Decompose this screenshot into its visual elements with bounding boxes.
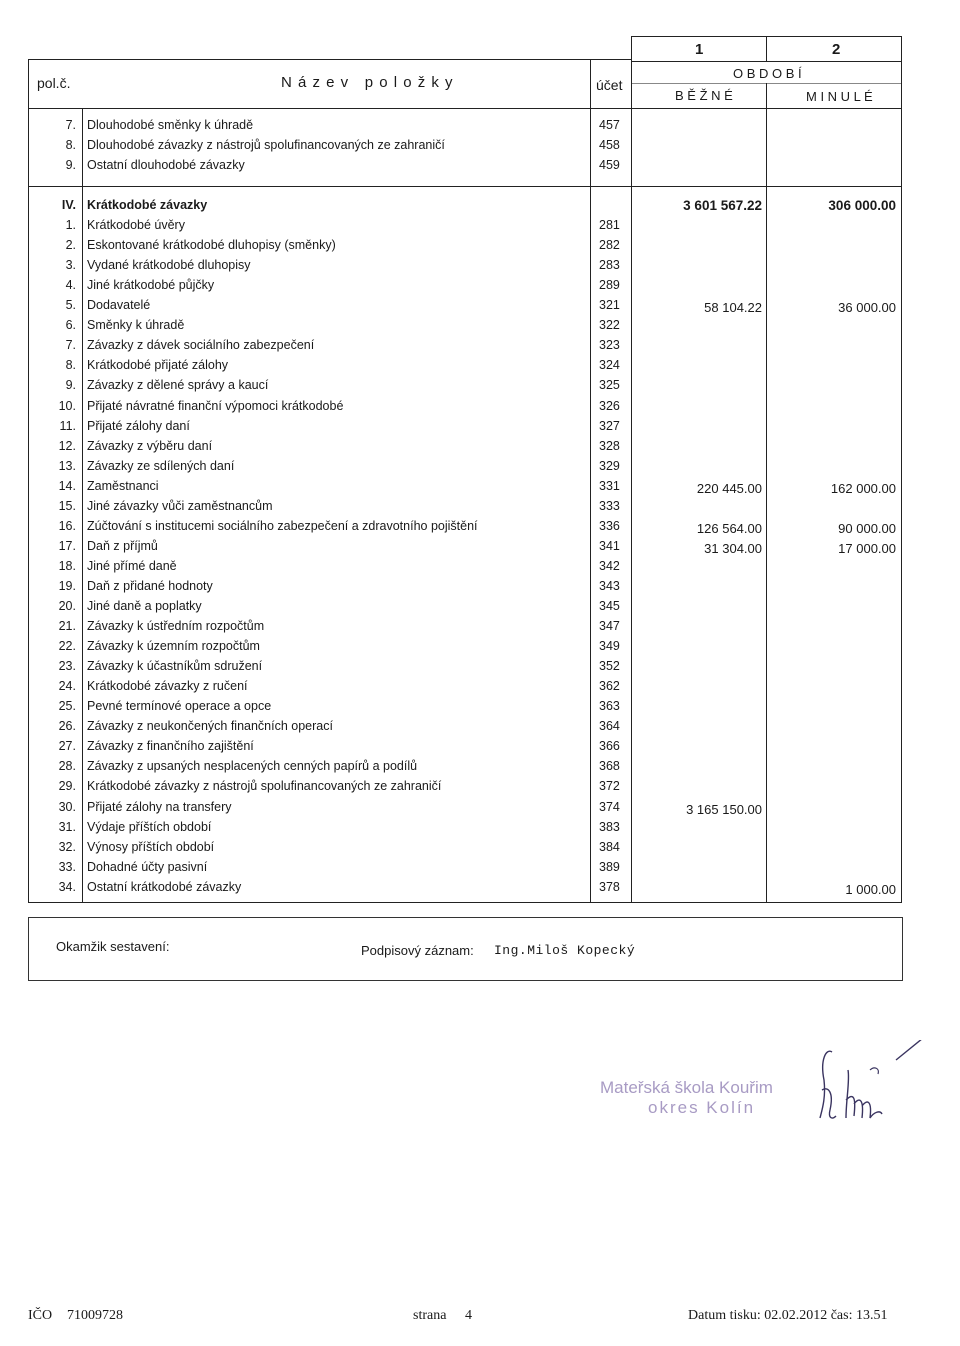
table-row [28,275,902,295]
row-number: 20. [58,599,76,613]
row-account: 366 [599,739,620,754]
table-row [28,736,902,756]
table-row [28,877,902,897]
row-account: 374 [599,799,620,814]
podpis-label: Podpisový záznam: [361,943,474,958]
row-number: 3. [65,258,76,273]
row-number: 32. [58,839,76,854]
table-row [28,797,902,817]
handwritten-signature [810,1040,940,1130]
table-row [28,817,902,837]
row-number: 33. [58,859,76,874]
table-row [28,215,902,235]
table-row [28,636,902,656]
row-number: 29. [58,779,76,794]
row-name: Závazky k účastníkům sdružení [87,659,263,674]
row-name: Dlouhodobé závazky z nástrojů spolufinancovaných ze zahraničí [87,138,445,152]
row-name: Dohadné účty pasivní [87,859,208,874]
row-number: 13. [58,458,76,473]
row-name: Výdaje příštích období [87,819,212,834]
row-name: Závazky k ústředním rozpočtům [87,619,265,633]
table-row [28,596,902,616]
row-number: 7. [65,338,76,353]
print-datetime: Datum tisku: 02.02.2012 čas: 13.51 [688,1308,888,1323]
signature-box [28,917,903,981]
table-row [28,315,902,335]
row-account: 323 [599,338,620,353]
header-mid-line [631,61,901,62]
table-row [28,756,902,776]
row-number: 24. [58,679,76,694]
table-row [28,335,902,355]
row-name: Závazky z dávek sociálního zabezpečení [87,338,315,353]
row-name: Krátkodobé přijaté zálohy [87,358,229,373]
row-name: Jiné krátkodobé půjčky [87,278,215,293]
row-previous-value: 90 000.00 [838,520,896,536]
row-number: 4. [65,278,76,293]
row-number: 19. [58,578,76,593]
table-row [28,375,902,395]
row-account: 336 [599,518,620,533]
row-number: 21. [58,619,76,633]
row-account: 457 [599,118,620,132]
row-name: Závazky z neukončených finančních operací [87,719,333,734]
row-account: 372 [599,779,620,794]
row-name: Závazky k územním rozpočtům [87,639,260,653]
row-number: 26. [58,719,76,734]
table-row [28,837,902,857]
section-previous-value: 306 000.00 [828,198,896,213]
school-stamp [600,1078,773,1118]
row-number: 7. [65,118,76,132]
row-account: 362 [599,679,620,694]
row-name: Ostatní krátkodobé závazky [87,879,242,894]
table-row [28,476,902,496]
row-name: Dodavatelé [87,298,151,313]
row-number: 28. [58,759,76,774]
row-account: 383 [599,819,620,834]
row-current-value: 31 304.00 [704,540,762,556]
header-pol: pol.č. [37,75,71,91]
row-number: 11. [59,418,76,433]
row-name: Závazky z dělené správy a kaucí [87,378,269,393]
table-row [28,776,902,796]
row-account: 325 [599,378,620,393]
row-account: 347 [599,619,620,633]
stamp-line-1: Mateřská škola Kouřim [600,1078,773,1097]
row-number: 1. [65,218,76,232]
row-number: 16. [58,518,76,533]
table-row [28,616,902,636]
row-name: Závazky z finančního zajištění [87,739,254,754]
row-name: Jiné závazky vůči zaměstnancům [87,498,273,513]
table-row [28,696,902,716]
table-row [28,676,902,696]
table-bottom-line [28,902,902,903]
row-name: Daň z přidané hodnoty [87,578,213,593]
header-obdobi: O B D O B Í [733,66,802,81]
stamp-line-2: okres Kolín [648,1098,756,1117]
row-account: 329 [599,458,620,473]
row-number: 31. [58,819,76,834]
page-number: 4 [465,1308,472,1323]
row-name: Vydané krátkodobé dluhopisy [87,258,251,273]
row-name: Závazky z upsaných nesplacených cenných papírů a podílů [87,759,418,774]
row-current-value: 58 104.22 [704,300,762,316]
header-col-1: 1 [695,41,704,58]
podpis-value: Ing.Miloš Kopecký [494,943,636,958]
ico-value: 71009728 [67,1308,123,1323]
row-name: Krátkodobé závazky z nástrojů spolufinancovaných ze zahraničí [87,779,442,794]
table-row [28,656,902,676]
table-row [28,235,902,255]
header-bezne: B Ě Ž N É [675,88,733,103]
row-name: Dlouhodobé směnky k úhradě [87,118,254,132]
row-account: 289 [599,278,620,293]
row-name: Výnosy příštích období [87,839,215,854]
row-name: Eskontované krátkodobé dluhopisy (směnky) [87,238,336,253]
row-account: 349 [599,639,620,653]
row-number: 23. [58,659,76,674]
header-name: N á z e v p o l o ž k y [281,74,454,91]
table-row [28,716,902,736]
row-account: 326 [599,398,620,413]
row-account: 333 [599,498,620,513]
table-row [28,295,902,315]
header-bottom-line [28,108,902,109]
row-current-value: 126 564.00 [696,520,762,536]
row-account: 282 [599,238,620,253]
table-row [28,115,902,135]
section-current-value: 3 601 567.22 [683,198,762,213]
section-row [28,195,902,215]
row-account: 324 [599,358,620,373]
row-number: 18. [58,558,76,573]
row-name: Přijaté zálohy daní [87,418,190,433]
table-row [28,496,902,516]
row-account: 341 [599,538,620,553]
row-account: 364 [599,719,620,734]
row-current-value: 220 445.00 [696,480,762,496]
row-number: 27. [58,739,76,754]
row-number: 14. [58,478,76,493]
row-number: 2. [65,238,76,253]
table-row [28,556,902,576]
row-name: Ostatní dlouhodobé závazky [87,158,245,172]
row-name: Zúčtování s institucemi sociálního zabezpečení a zdravotního pojištění [87,518,478,533]
table-row [28,456,902,476]
col-split-top [766,36,767,61]
table-row [28,355,902,375]
row-name: Pevné termínové operace a opce [87,699,272,714]
table-row [28,436,902,456]
row-number: 34. [58,879,76,894]
row-number: 17. [58,538,76,553]
row-account: 458 [599,138,620,152]
row-name: Krátkodobé úvěry [87,218,185,232]
table-row [28,396,902,416]
row-account: 283 [599,258,620,273]
section-number: IV. [61,198,76,212]
row-account: 363 [599,699,620,714]
row-account: 331 [599,478,620,493]
row-current-value: 3 165 150.00 [686,801,762,817]
row-number: 6. [65,318,76,333]
row-account: 352 [599,659,620,674]
row-name: Jiné daně a poplatky [87,599,202,613]
page-label: strana [413,1308,447,1323]
row-name: Závazky z výběru daní [87,438,213,453]
row-name: Závazky ze sdílených daní [87,458,235,473]
row-name: Přijaté zálohy na transfery [87,799,232,814]
row-number: 15. [58,498,76,513]
row-number: 25. [58,699,76,714]
row-account: 321 [599,298,620,313]
row-account: 368 [599,759,620,774]
header-left-top-line [28,59,631,60]
okamzik-label: Okamžik sestavení: [56,939,170,954]
header-minule: M I N U L É [806,89,873,104]
row-account: 343 [599,578,620,593]
row-number: 10. [58,398,76,413]
row-name: Přijaté návratné finanční výpomoci krátkodobé [87,398,344,413]
row-number: 9. [65,378,76,393]
section-name: Krátkodobé závazky [87,198,208,212]
row-account: 342 [599,558,620,573]
row-name: Jiné přímé daně [87,558,177,573]
row-previous-value: 17 000.00 [838,540,896,556]
row-account: 378 [599,879,620,894]
table-row [28,135,902,155]
row-account: 384 [599,839,620,854]
row-number: 8. [65,358,76,373]
row-account: 389 [599,859,620,874]
header-col-2: 2 [832,41,841,58]
row-name: Zaměstnanci [87,478,159,493]
table-row [28,155,902,175]
row-name: Daň z příjmů [87,538,158,553]
group-separator-line [28,186,902,187]
row-name: Směnky k úhradě [87,318,185,333]
row-number: 8. [65,138,76,152]
row-number: 12. [58,438,76,453]
row-name: Krátkodobé závazky z ručení [87,679,248,694]
table-row [28,255,902,275]
row-number: 30. [58,799,76,814]
row-account: 328 [599,438,620,453]
header-acct: účet [596,77,623,93]
row-number: 5. [65,298,76,313]
row-number: 9. [65,158,76,172]
ico-label: IČO [28,1308,53,1323]
row-account: 322 [599,318,620,333]
row-number: 22. [58,639,76,653]
table-row [28,576,902,596]
table-row [28,416,902,436]
table-row [28,857,902,877]
row-previous-value: 162 000.00 [830,480,896,496]
row-previous-value: 1 000.00 [845,881,896,897]
table-row [28,536,902,556]
row-account: 281 [599,218,620,232]
row-account: 459 [599,158,620,172]
table-row [28,516,902,536]
row-account: 327 [599,418,620,433]
row-account: 345 [599,599,620,613]
row-previous-value: 36 000.00 [838,300,896,316]
